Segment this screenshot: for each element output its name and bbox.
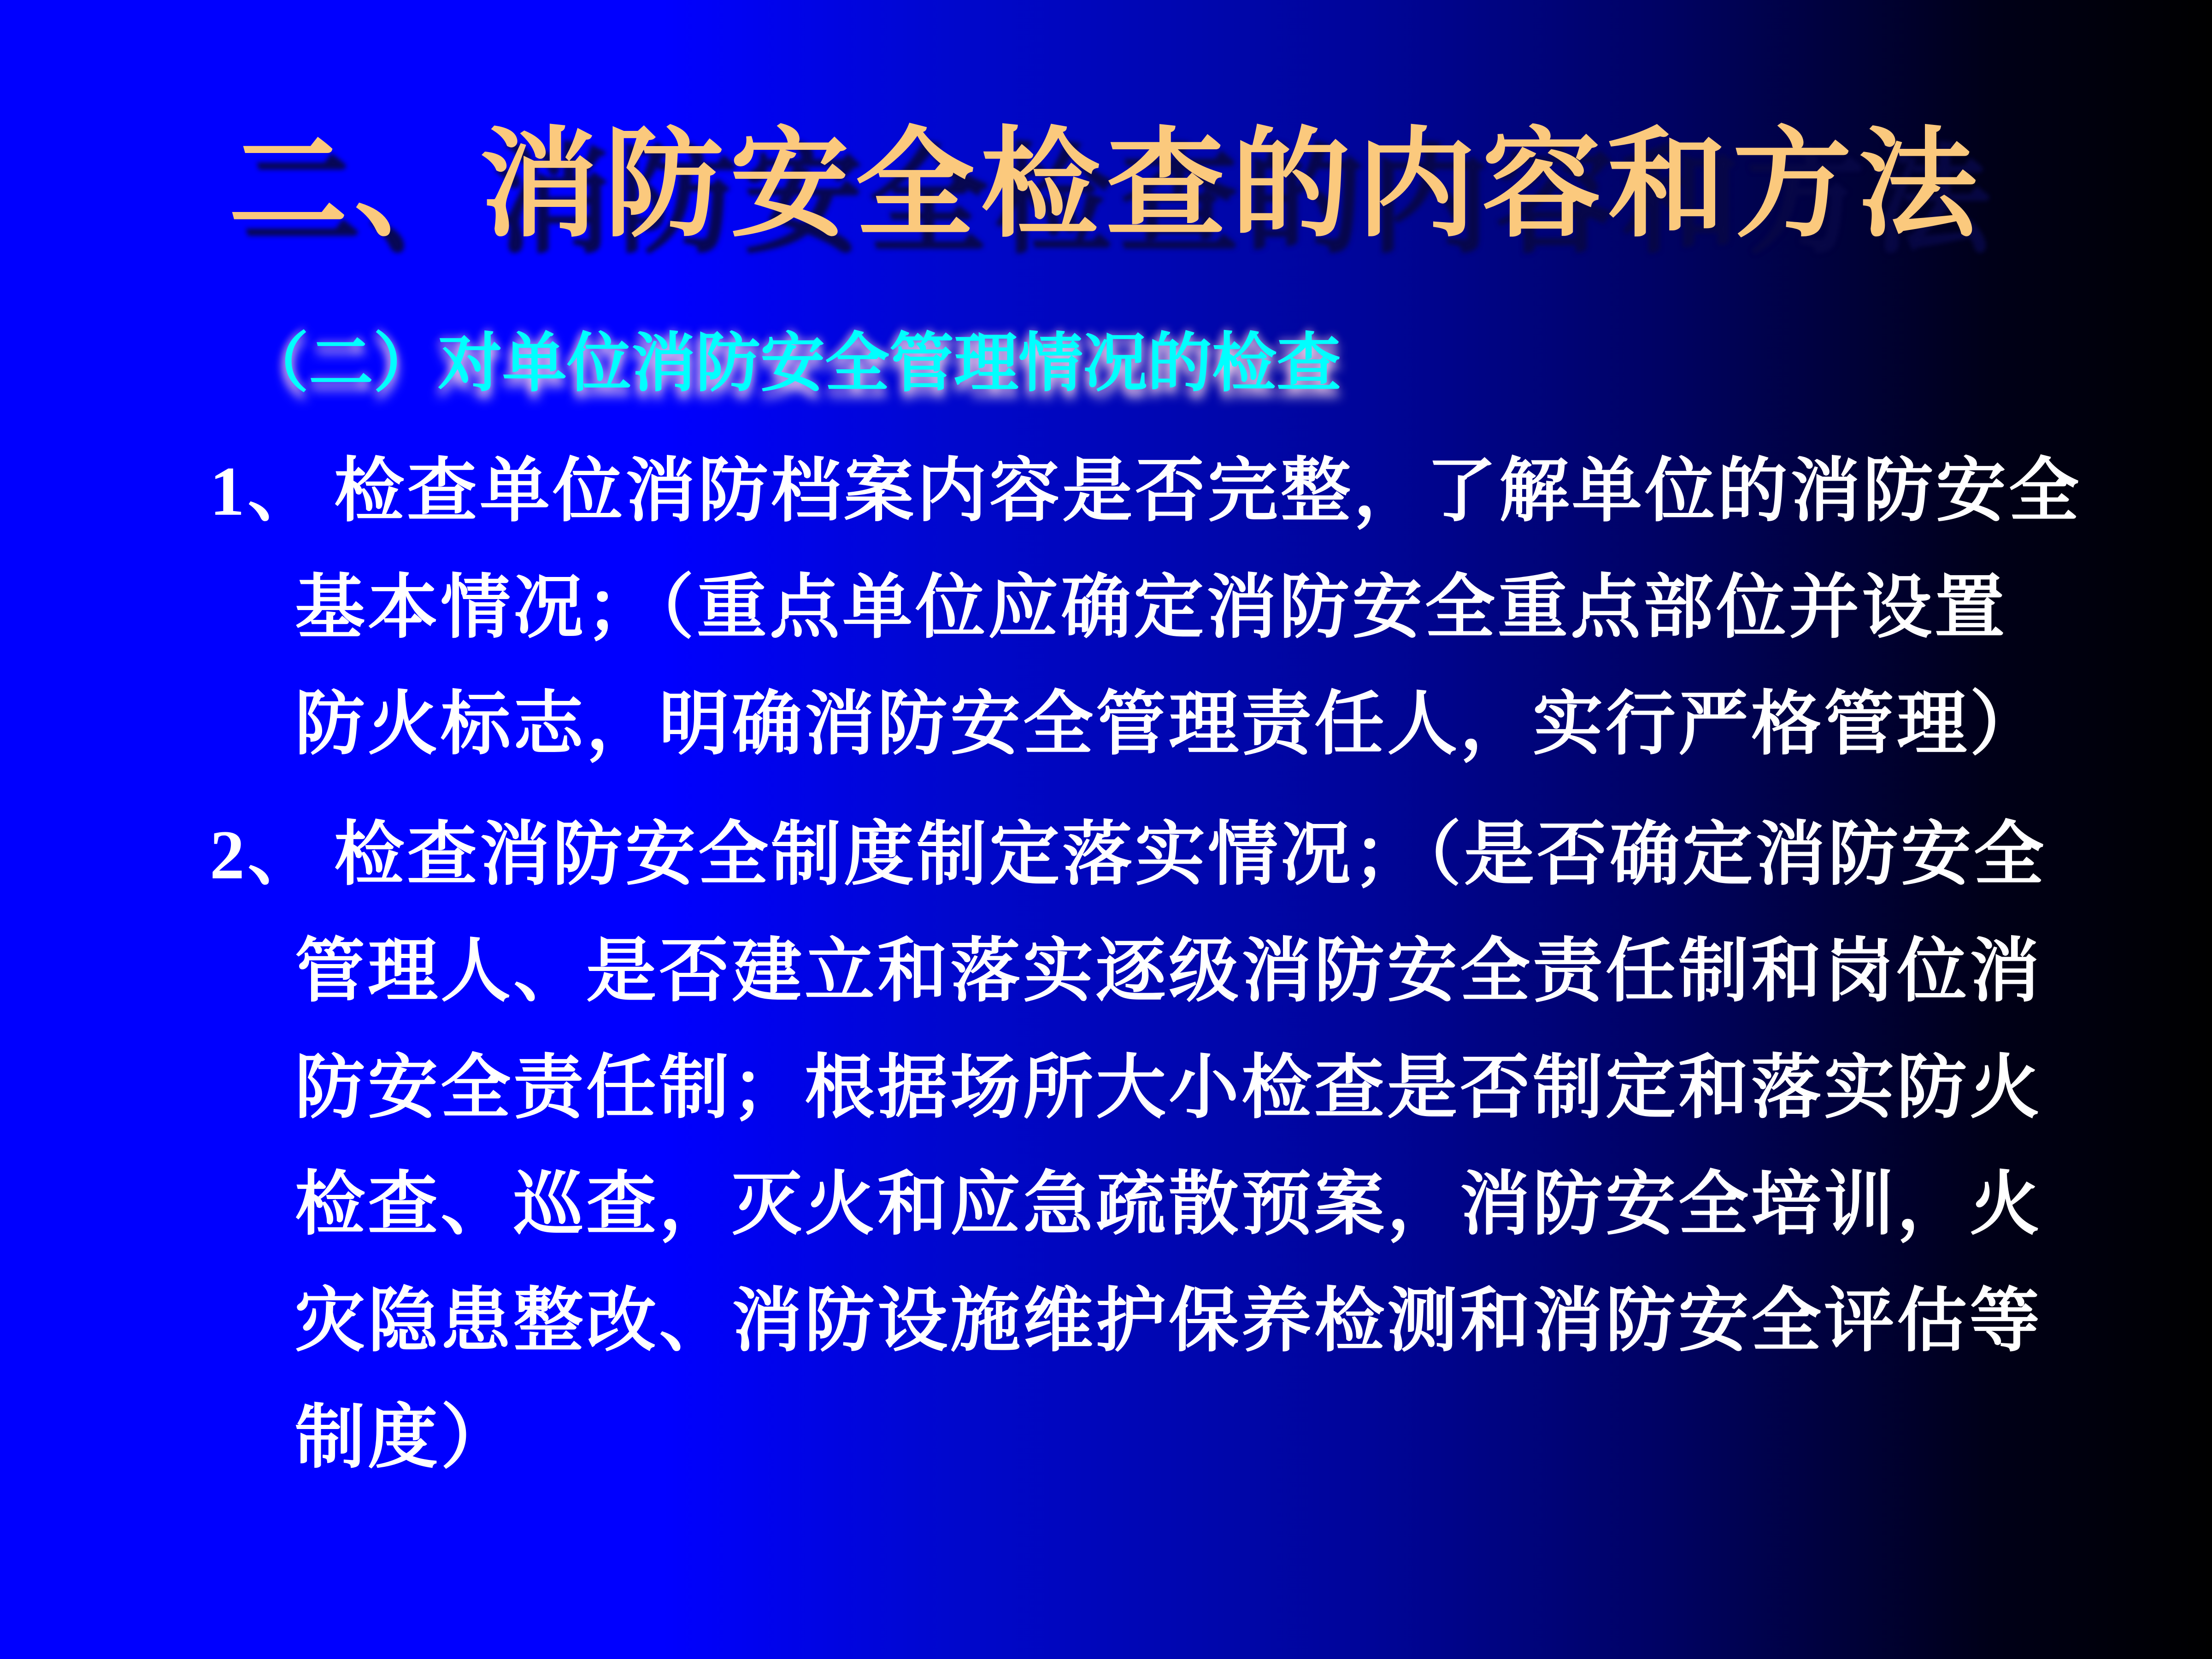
slide-subtitle: （二）对单位消防安全管理情况的检查 xyxy=(244,327,1341,399)
body-line: 制度） xyxy=(295,1399,513,1477)
body-item-1 xyxy=(0,433,2212,783)
body-item-2 xyxy=(0,797,2212,1496)
item-number: 2、 xyxy=(210,816,320,894)
body-line xyxy=(210,433,2212,550)
body-line xyxy=(210,797,2212,913)
body-line: 灾隐患整改、消防设施维护保养检测和消防安全评估等 xyxy=(295,1282,2042,1360)
slide-title: 二、消防安全检查的内容和方法 xyxy=(229,118,1983,251)
body-line: 基本情况；（重点单位应确定消防安全重点部位并设置 xyxy=(295,569,2007,647)
item-number: 1、 xyxy=(210,453,320,530)
body-line: 防火标志，明确消防安全管理责任人，实行严格管理） xyxy=(295,686,2042,763)
body-line: 检查、巡查，灭火和应急疏散预案，消防安全培训，火 xyxy=(295,1166,2042,1243)
body-line-text: 检查消防安全制度制定落实情况；（是否确定消防安全 xyxy=(334,816,2047,894)
body-line: 管理人、是否建立和落实逐级消防安全责任制和岗位消 xyxy=(295,933,2042,1010)
body-line-text: 检查单位消防档案内容是否完整，了解单位的消防安全 xyxy=(334,453,2082,530)
body-line: 防安全责任制；根据场所大小检查是否制定和落实防火 xyxy=(295,1049,2042,1127)
slide-body xyxy=(0,433,2212,1496)
